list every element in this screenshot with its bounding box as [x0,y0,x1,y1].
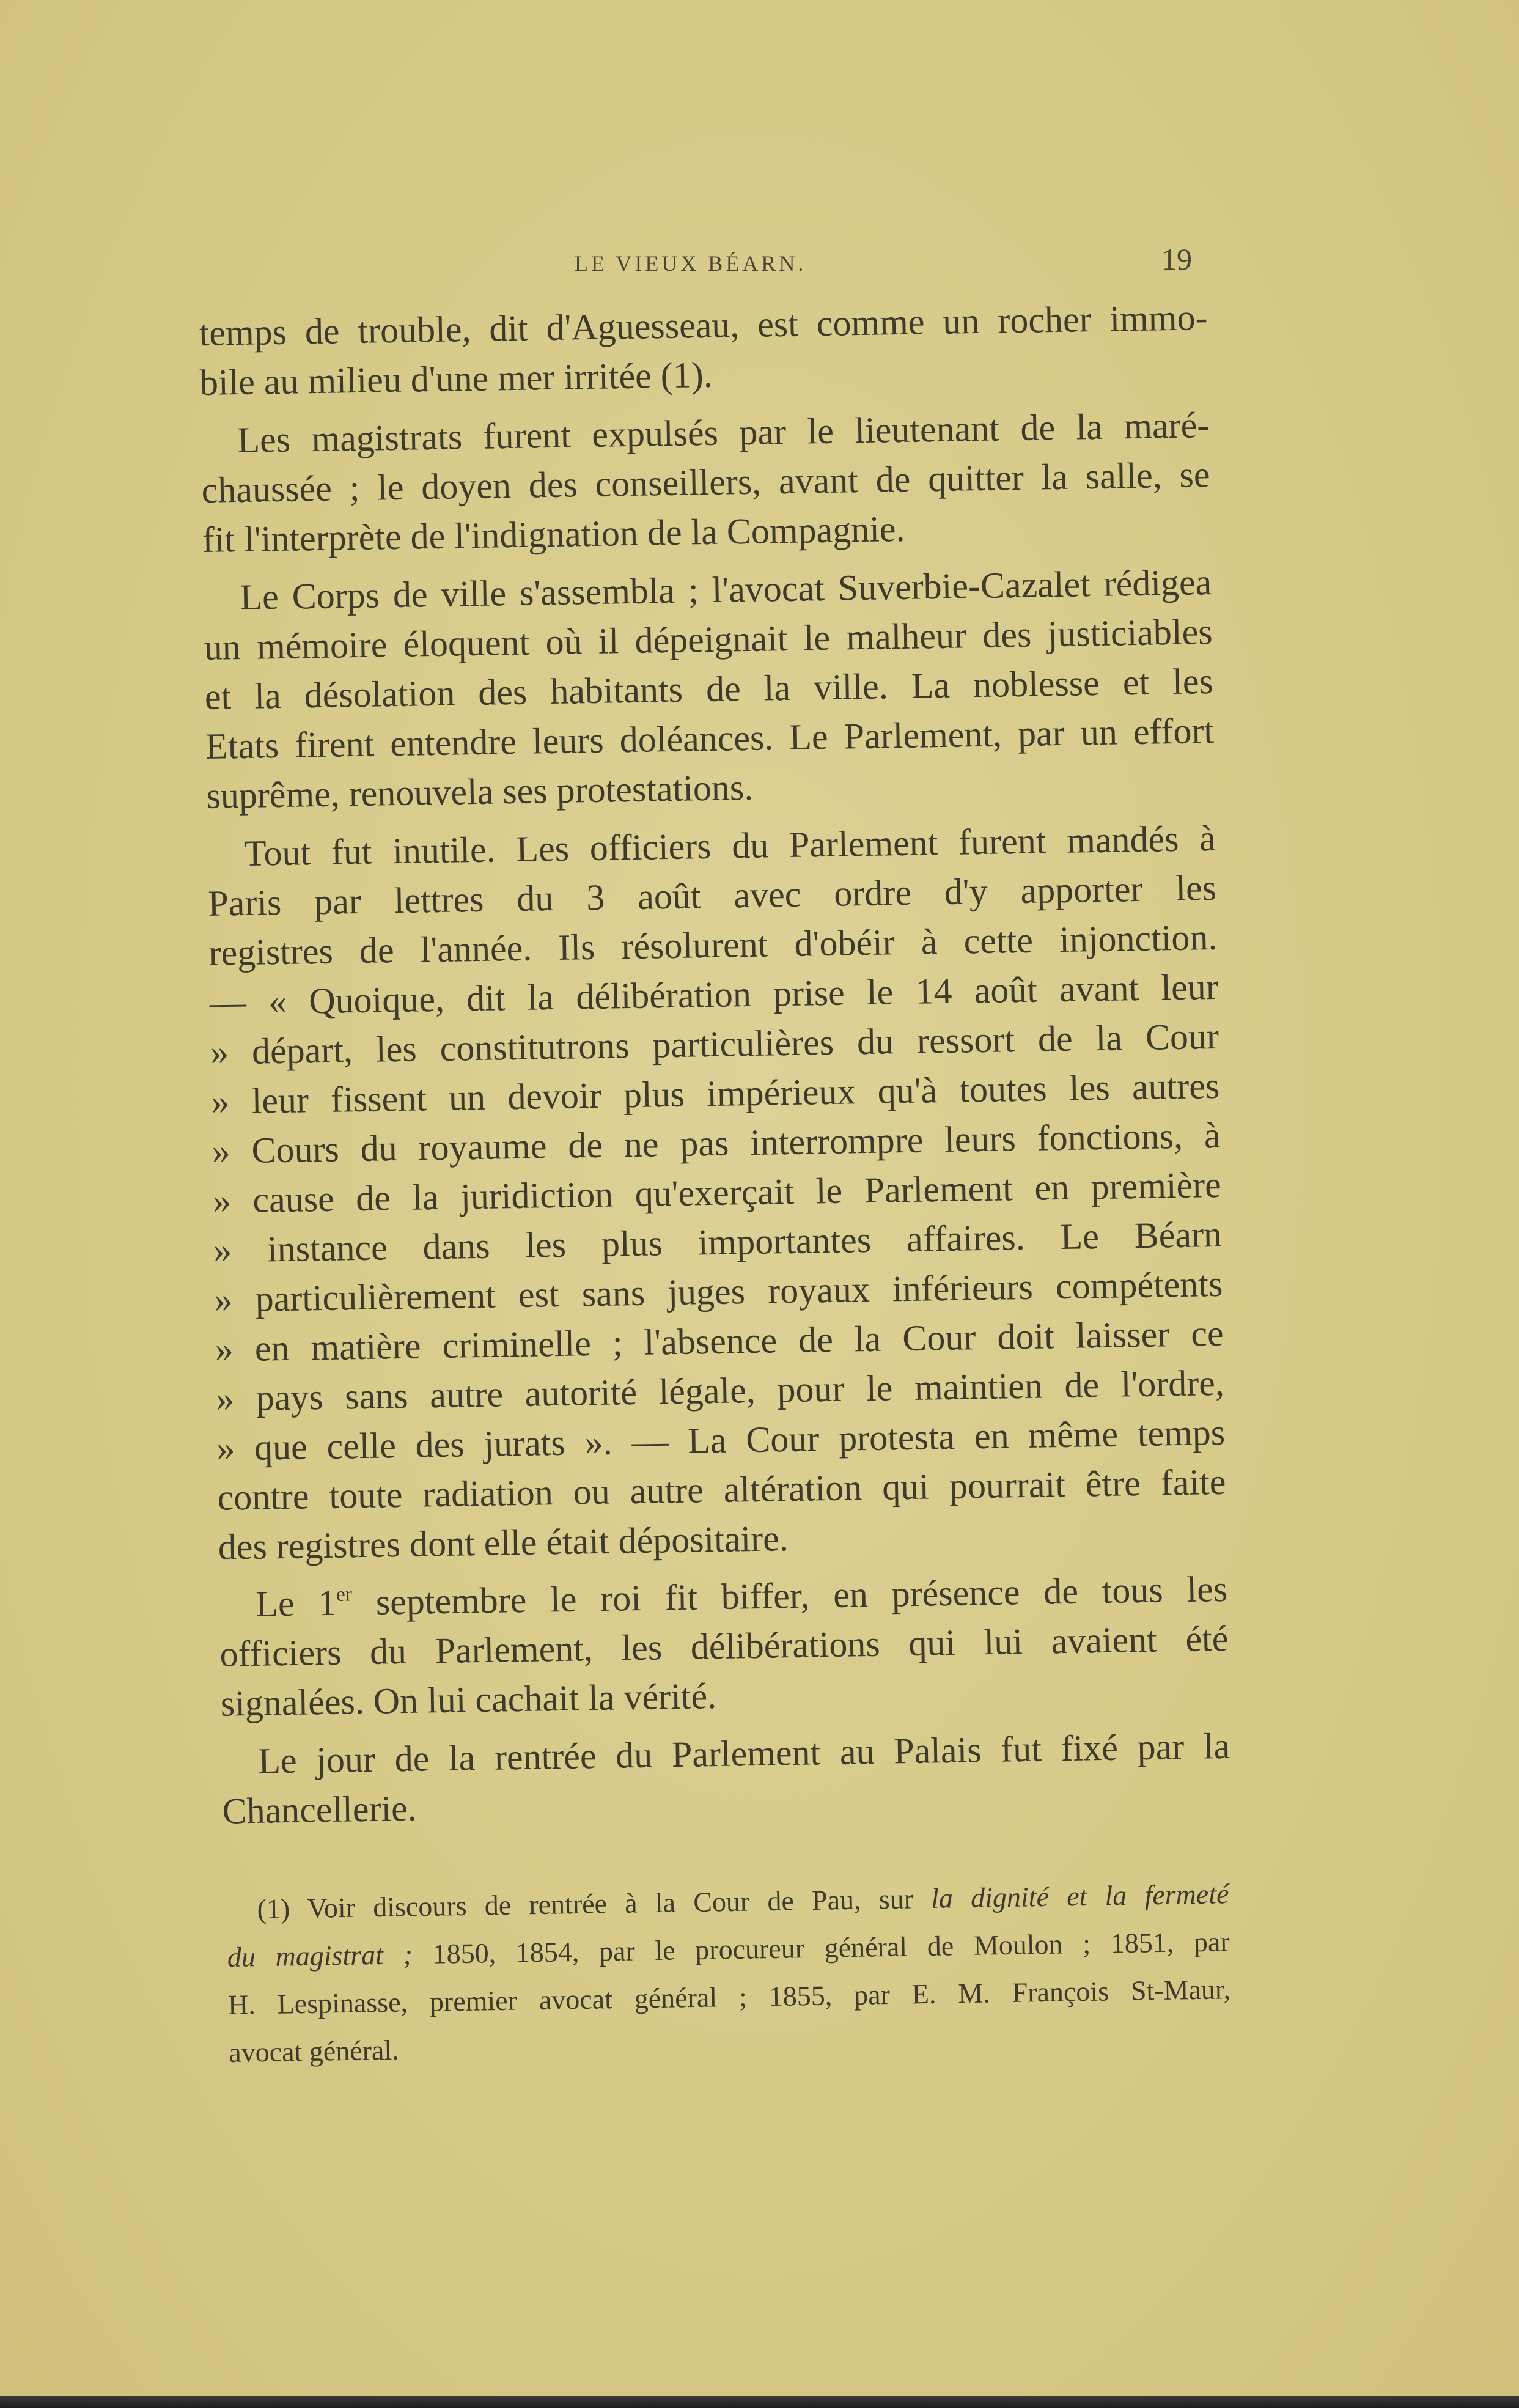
text-line: contre toute radiation ou autre altération qui pourrait être faite [217,1461,1226,1518]
quote-line: » leur fissent un devoir plus impérieux qu'à toutes les autres [210,1065,1220,1122]
text-line: registres de l'année. Ils résolurent d'obéir à cette injonction. [208,916,1218,973]
quote-line: — « Quoique, dit la délibération prise le 14 août avant leur [209,966,1219,1023]
running-head: LE VIEUX BÉARN. [575,251,807,276]
footnote-italic-title: la dignité et la fermeté [930,1878,1229,1914]
text-line: bile au milieu d'une mer irritée (1). [199,354,713,403]
scan-bottom-edge [0,2396,1519,2408]
text-line: des registres dont elle était dépositaire. [218,1518,789,1567]
paragraph-start-line: Les magistrats furent expulsés par le lieutenant de la maré- [237,405,1210,461]
text-line: temps de trouble, dit d'Aguesseau, est comme un rocher immo- [199,297,1208,353]
paragraph-start-line: Le Corps de ville s'assembla ; l'avocat Suverbie-Cazalet rédigea [239,562,1212,617]
quote-line: » cause de la juridiction qu'exerçait le Parlement en première [212,1164,1222,1221]
body-text [199,293,1231,1836]
text-line: Etats firent entendre leurs doléances. Le Parlement, par un effort [205,710,1215,767]
quote-line: » que celle des jurats ». — La Cour protesta en même temps [216,1412,1226,1468]
text-line: Paris par lettres du 3 août avec ordre d'y apporter les [207,867,1217,924]
page-number: 19 [1161,242,1192,276]
text-line: un mémoire éloquent où il dépeignait le malheur des justiciables [204,611,1213,668]
text-line: Chancellerie. [222,1788,417,1832]
quote-line: » départ, les constitutrons particulières du ressort de la Cour [210,1015,1219,1072]
footnote-italic-title: du magistrat ; [227,1939,413,1973]
text-line: fit l'interprète de l'indignation de la Compagnie. [202,508,905,560]
text-line: chaussée ; le doyen des conseillers, avant de quitter la salle, se [201,454,1210,510]
paragraph-start-line: Le jour de la rentrée du Parlement au Palais fut fixé par la [257,1725,1230,1781]
quote-line: » pays sans autre autorité légale, pour le maintien de l'ordre, [215,1362,1225,1419]
superscript: er [336,1583,353,1606]
footnote-line: H. Lespinasse, premier avocat général ; 1855, par E. M. François St-Maur, [227,1973,1231,2020]
text-segment: septembre le roi fit biffer, en présence de tous les [351,1568,1228,1623]
text-line: et la désolation des habitants de la ville. La noblesse et les [204,661,1214,717]
paragraph-start-line: Tout fut inutile. Les officiers du Parlement furent mandés à [243,817,1216,874]
footnote-line: avocat général. [228,2034,400,2068]
quote-line: » Cours du royaume de ne pas interrompre leurs fonctions, à [211,1114,1221,1171]
text-line: suprême, renouvela ses protestations. [206,767,754,816]
text-segment: Le 1 [255,1582,337,1624]
quote-line: » instance dans les plus importantes affaires. Le Béarn [213,1213,1223,1270]
quote-line: » en matière criminelle ; l'absence de la Cour doit laisser ce [215,1313,1224,1369]
footnote [226,1870,1232,2077]
footnote-text: (1) Voir discours de rentrée à la Cour de Pau, sur [257,1882,932,1925]
text-line: signalées. On lui cachait la vérité. [220,1676,717,1724]
quote-line: » particulièrement est sans juges royaux inférieurs compétents [213,1263,1223,1320]
footnote-text: 1850, 1854, par le procureur général de Moulon ; 1851, par [412,1926,1230,1970]
text-line: officiers du Parlement, les délibérations qui lui avaient été [219,1618,1229,1674]
